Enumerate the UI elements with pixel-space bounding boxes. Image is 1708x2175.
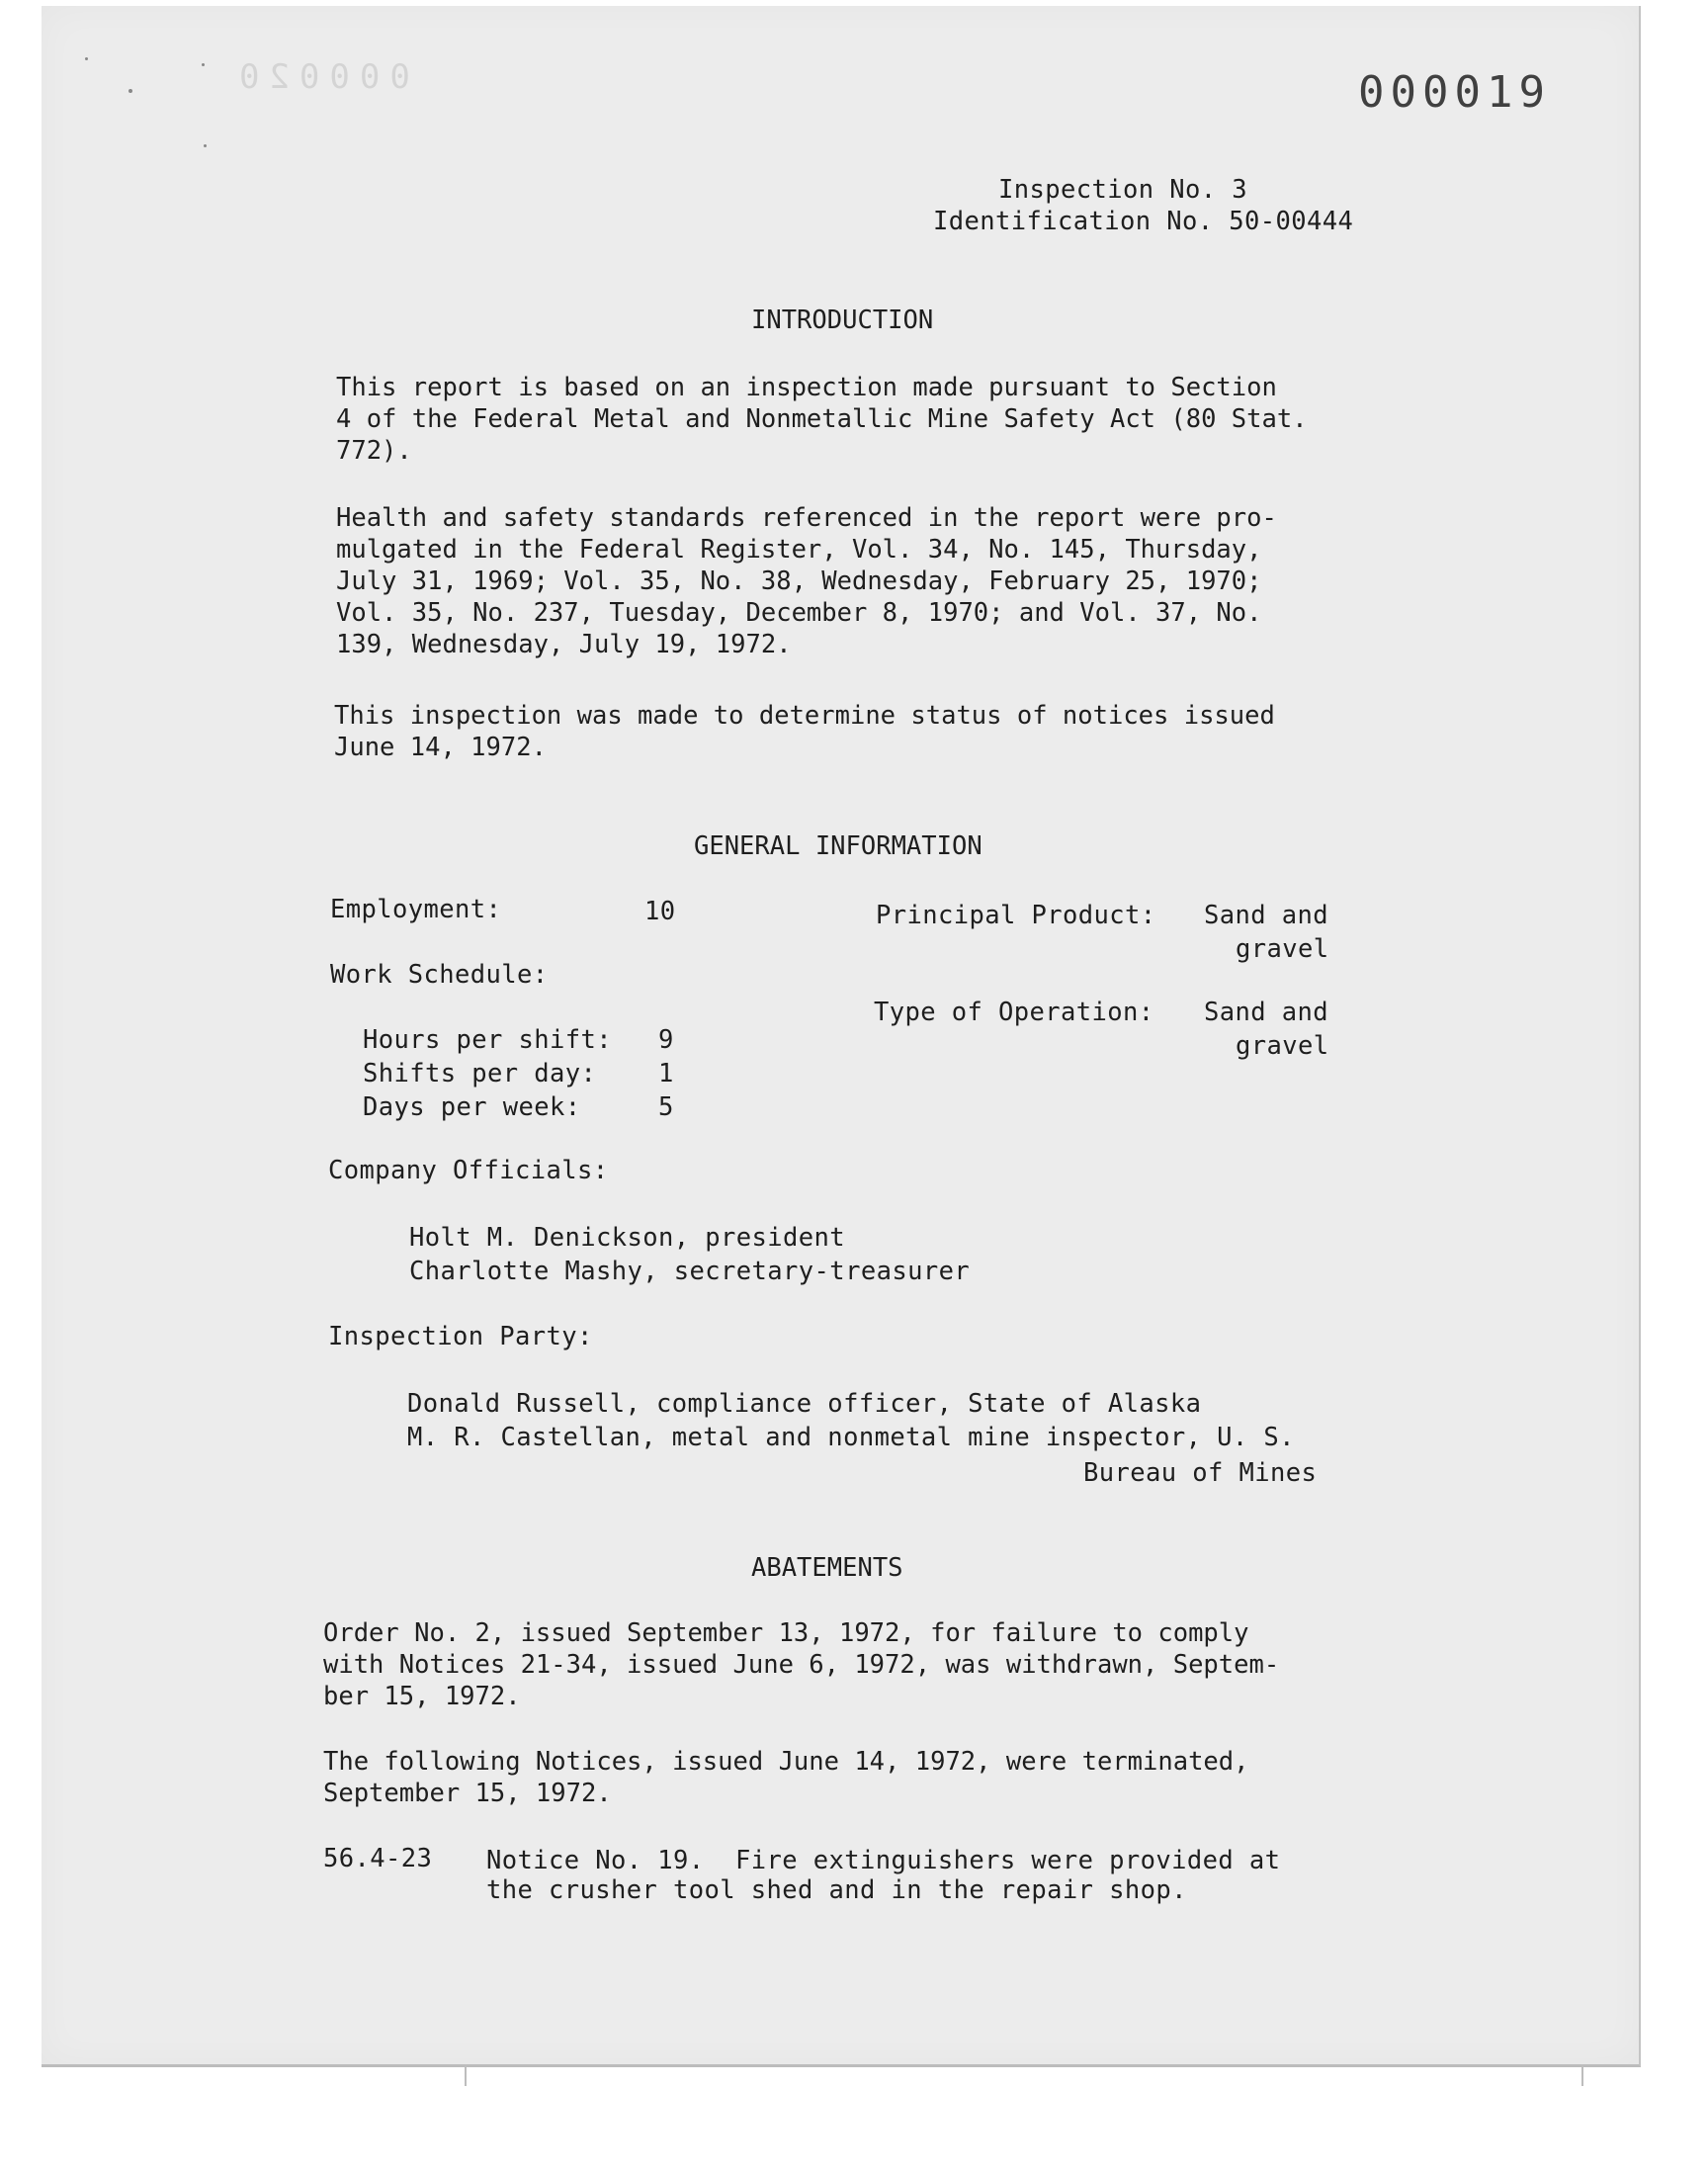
text-line: July 31, 1969; Vol. 35, No. 38, Wednesday, February 25, 1970; — [336, 566, 1262, 596]
scan-edge-mark — [465, 2064, 467, 2086]
text-line: 772). — [336, 436, 412, 466]
employment-label: Employment: — [330, 895, 502, 924]
text-line: Order No. 2, issued September 13, 1972, for failure to comply — [323, 1618, 1249, 1648]
type-of-operation-value-line1: Sand and — [1204, 998, 1329, 1027]
text-line: mulgated in the Federal Register, Vol. 34, No. 145, Thursday, — [336, 535, 1262, 565]
scan-speck — [202, 63, 205, 66]
text-line: June 14, 1972. — [334, 733, 547, 762]
abatements-heading: ABATEMENTS — [751, 1553, 903, 1583]
hours-per-shift-label: Hours per shift: — [363, 1025, 613, 1055]
text-line: Vol. 35, No. 237, Tuesday, December 8, 1970; and Vol. 37, No. — [336, 598, 1262, 628]
text-line: with Notices 21-34, issued June 6, 1972, was withdrawn, Septem- — [323, 1650, 1280, 1680]
identification-number: Identification No. 50-00444 — [933, 207, 1354, 236]
page-stamp-number: 000019 — [1358, 67, 1551, 118]
intro-paragraph-2 — [336, 502, 1483, 660]
principal-product-value-line2: gravel — [1236, 934, 1329, 964]
party-member-2-continued: Bureau of Mines — [1083, 1458, 1318, 1488]
text-line: ber 15, 1972. — [323, 1682, 521, 1711]
notice-text-line2: the crusher tool shed and in the repair shop. — [486, 1875, 1187, 1905]
principal-product-value-line1: Sand and — [1204, 901, 1329, 930]
party-member-2: M. R. Castellan, metal and nonmetal mine inspector, U. S. — [407, 1423, 1295, 1452]
party-member-1: Donald Russell, compliance officer, State of Alaska — [407, 1389, 1202, 1419]
scan-edge-mark — [1581, 2064, 1583, 2086]
principal-product-label: Principal Product: — [876, 901, 1156, 930]
text-line: This report is based on an inspection made pursuant to Section — [336, 373, 1277, 402]
general-information-heading: GENERAL INFORMATION — [694, 831, 982, 861]
intro-paragraph-1 — [336, 372, 1483, 467]
type-of-operation-label: Type of Operation: — [874, 998, 1154, 1027]
abatements-paragraph-1 — [323, 1617, 1470, 1712]
inspection-party-label: Inspection Party: — [328, 1322, 593, 1351]
scan-speck — [128, 89, 132, 93]
abatements-paragraph-2 — [323, 1746, 1470, 1809]
work-schedule-label: Work Schedule: — [330, 960, 549, 990]
intro-paragraph-3 — [334, 700, 1481, 763]
notice-text-line1: Notice No. 19. Fire extinguishers were provided at — [486, 1846, 1281, 1875]
company-officials-label: Company Officials: — [328, 1156, 609, 1185]
employment-value: 10 — [644, 897, 676, 926]
text-line: The following Notices, issued June 14, 1972, were terminated, — [323, 1747, 1249, 1777]
text-line: 139, Wednesday, July 19, 1972. — [336, 630, 792, 659]
inspection-number: Inspection No. 3 — [998, 175, 1248, 205]
text-line: September 15, 1972. — [323, 1779, 612, 1808]
introduction-heading: INTRODUCTION — [751, 305, 934, 335]
official-1: Holt M. Denickson, president — [409, 1223, 846, 1253]
days-per-week-value: 5 — [658, 1092, 674, 1122]
shifts-per-day-value: 1 — [658, 1059, 674, 1088]
text-line: This inspection was made to determine status of notices issued — [334, 701, 1275, 731]
document-page — [42, 6, 1641, 2067]
hours-per-shift-value: 9 — [658, 1025, 674, 1055]
scan-speck — [204, 144, 207, 147]
scan-speck — [85, 57, 88, 60]
notice-code: 56.4-23 — [323, 1844, 433, 1873]
days-per-week-label: Days per week: — [363, 1092, 581, 1122]
type-of-operation-value-line2: gravel — [1236, 1031, 1329, 1061]
official-2: Charlotte Mashy, secretary-treasurer — [409, 1257, 971, 1286]
text-line: Health and safety standards referenced in the report were pro- — [336, 503, 1277, 533]
bleed-through-number: 000020 — [229, 57, 410, 97]
shifts-per-day-label: Shifts per day: — [363, 1059, 597, 1088]
text-line: 4 of the Federal Metal and Nonmetallic Mine Safety Act (80 Stat. — [336, 404, 1308, 434]
